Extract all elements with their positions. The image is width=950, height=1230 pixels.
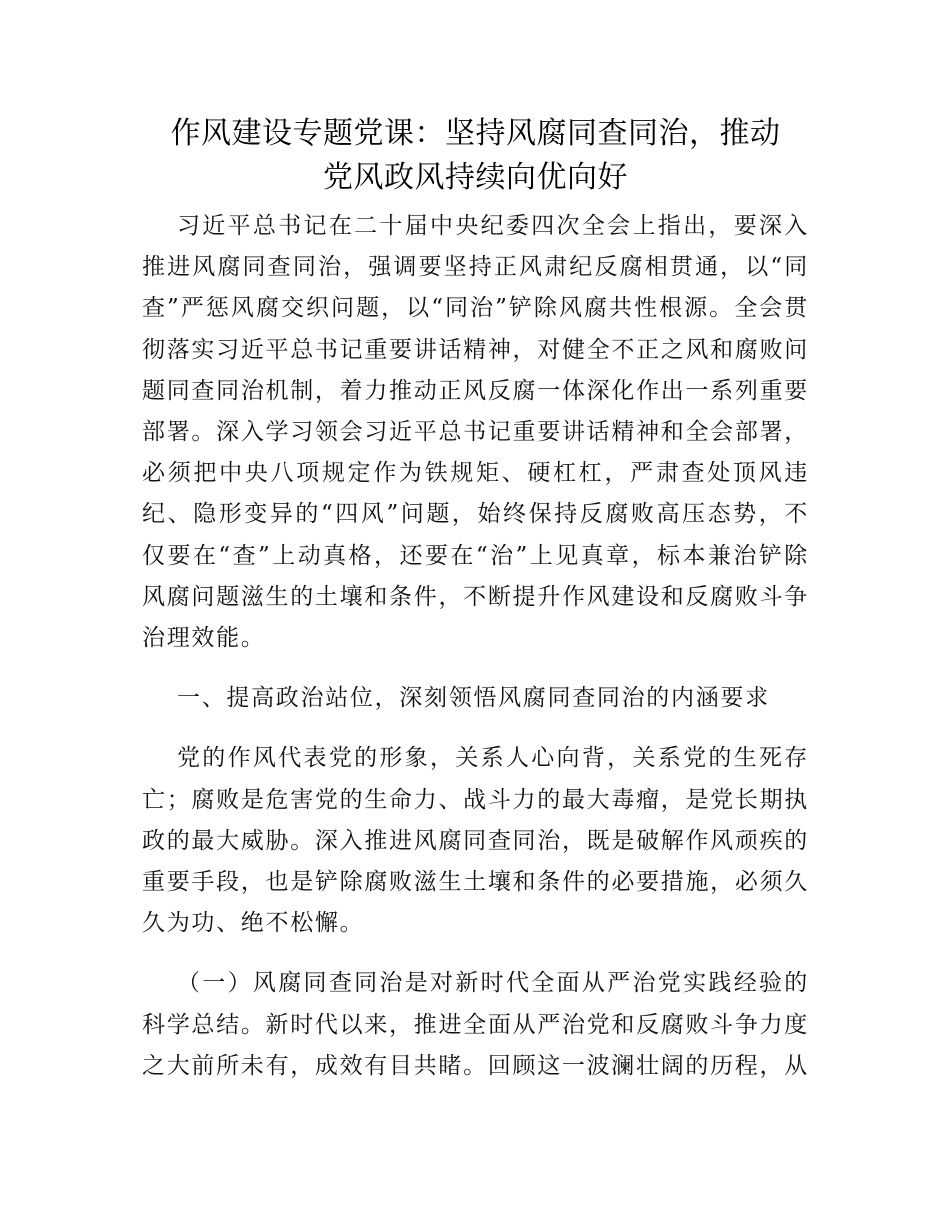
section-heading-1: 一、提高政治站位，深刻领悟风腐同查同治的内涵要求 — [177, 685, 770, 712]
body-paragraph-3: （一）风腐同查同治是对新时代全面从严治党实践经验的科学总结。新时代以来，推进全面从严治党和反腐败斗争力度之大前所未有，成效有目共睹。回顾这一波澜壮阔的历程，从 — [142, 970, 809, 1079]
title-line-2: 党风政风持续向优向好 — [323, 160, 628, 195]
intro-paragraph: 习近平总书记在二十届中央纪委四次全会上指出，要深入推进风腐同查同治，强调要坚持正风肃纪反腐相贯通，以“同查”严惩风腐交织问题，以“同治”铲除风腐共性根源。全会贯彻落实习近平总书记重要讲话精神，对健全不正之风和腐败问题同查同治机制，着力推动正风反腐一体深化作出一系列重要部署。深入学习领会习近平总书记重要讲话精神和全会部署，必须把中央八项规定作为铁规矩、硬杠杠，严肃查处顶风违纪、隐形变异的“四风”问题，始终保持反腐败高压态势，不仅要在“查”上动真格，还要在“治”上见真章，标本兼治铲除风腐问题滋生的土壤和条件，不断提升作风建设和反腐败斗争治理效能。 — [142, 213, 809, 652]
document-title — [130, 112, 821, 200]
title-line-1: 作风建设专题党课：坚持风腐同查同治，推动 — [170, 116, 781, 151]
body-paragraph-2: 党的作风代表党的形象，关系人心向背，关系党的生死存亡；腐败是危害党的生命力、战斗力的最大毒瘤，是党长期执政的最大威胁。深入推进风腐同查同治，既是破解作风顽疾的重要手段，也是铲除腐败滋生土壤和条件的必要措施，必须久久为功、绝不松懈。 — [142, 745, 809, 937]
document-page — [142, 112, 809, 1106]
